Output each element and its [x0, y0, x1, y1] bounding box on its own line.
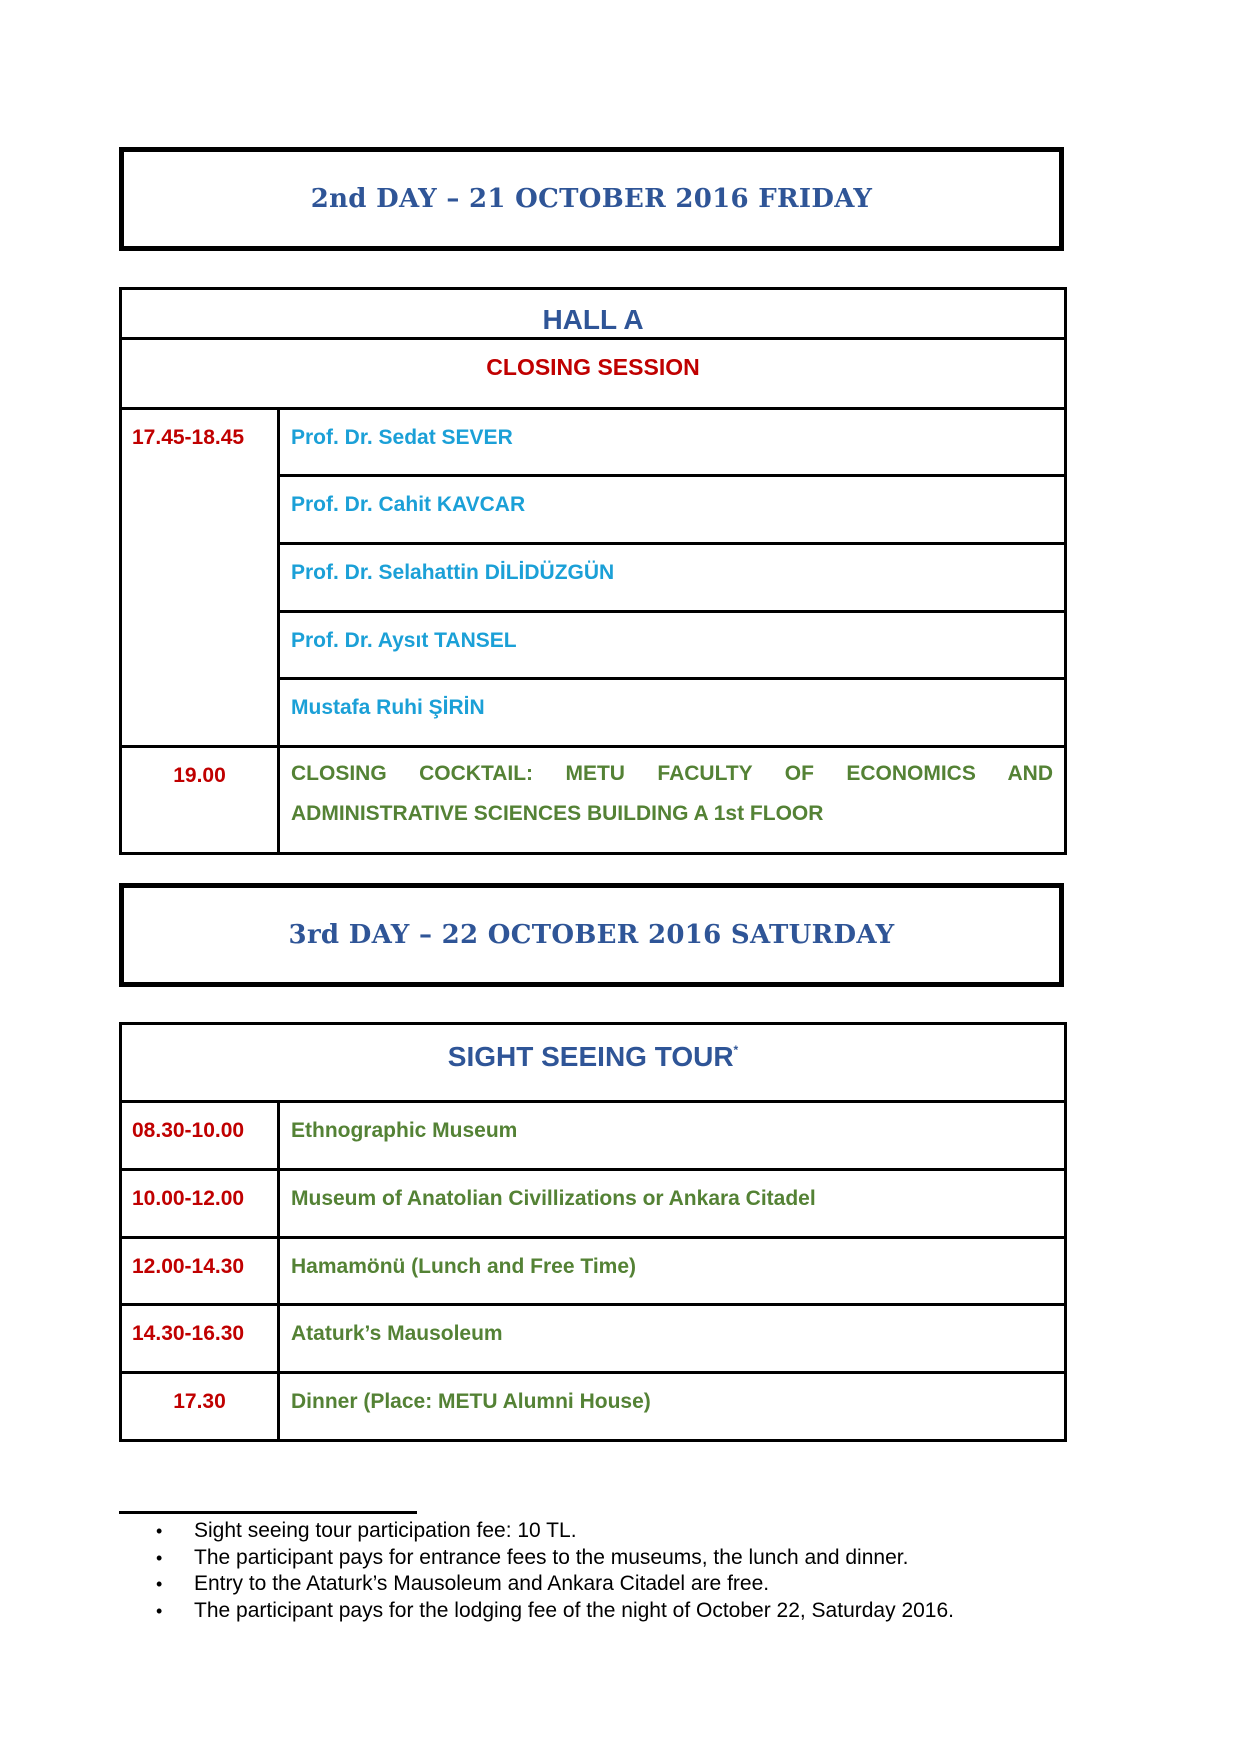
tour-title [121, 1024, 1066, 1102]
footnote-text: Sight seeing tour participation fee: 10 TL. [194, 1519, 577, 1542]
table-row [121, 747, 1066, 854]
speaker-name: Mustafa Ruhi ŞİRİN [279, 679, 1066, 747]
table-row [121, 409, 1066, 476]
bullet-icon: • [156, 1547, 163, 1568]
speaker-name: Prof. Dr. Selahattin DİLİDÜZGÜN [279, 544, 1066, 612]
footnote-item [119, 1545, 1119, 1572]
session-row [121, 339, 1066, 409]
bullet-icon: • [156, 1521, 163, 1541]
table-row [121, 1305, 1066, 1373]
tour-activity: Ataturk’s Mausoleum [279, 1305, 1066, 1373]
table-row [121, 1102, 1066, 1170]
table-row [121, 1170, 1066, 1238]
tour-title-row [121, 1024, 1066, 1102]
tour-time: 10.00-12.00 [121, 1170, 279, 1238]
footnote-text: The participant pays for entrance fees to the museums, the lunch and dinner. [194, 1545, 909, 1569]
hall-title: HALL A [121, 289, 1066, 339]
footnote-text: The participant pays for the lodging fee of the night of October 22, Saturday 2016. [194, 1598, 954, 1622]
footnote-item [119, 1571, 1119, 1598]
day3-title: 3rd DAY – 22 OCTOBER 2016 SATURDAY [288, 920, 895, 950]
day2-schedule-table [119, 287, 1067, 855]
speaker-name: Prof. Dr. Aysıt TANSEL [279, 612, 1066, 679]
footnote-mark: * [733, 1043, 739, 1057]
cocktail-time: 19.00 [121, 747, 279, 854]
footnote-text: Entry to the Ataturk’s Mausoleum and Ankara Citadel are free. [194, 1572, 770, 1595]
day2-header [119, 147, 1064, 251]
day3-header [119, 883, 1064, 987]
footnote-list [119, 1518, 1119, 1624]
speaker-name: Prof. Dr. Cahit KAVCAR [279, 476, 1066, 544]
bullet-icon: • [156, 1600, 163, 1621]
tour-time: 14.30-16.30 [121, 1305, 279, 1373]
session-title: CLOSING SESSION [121, 339, 1066, 409]
day3-tour-table [119, 1022, 1067, 1442]
tour-activity: Ethnographic Museum [279, 1102, 1066, 1170]
day2-title: 2nd DAY – 21 OCTOBER 2016 FRIDAY [310, 184, 873, 214]
tour-time: 12.00-14.30 [121, 1238, 279, 1305]
tour-title-text: SIGHT SEEING TOUR [447, 1041, 734, 1072]
table-row [121, 1373, 1066, 1441]
hall-row [121, 289, 1066, 339]
table-row [121, 1238, 1066, 1305]
bullet-icon: • [156, 1574, 163, 1594]
tour-time: 17.30 [121, 1373, 279, 1441]
tour-activity: Museum of Anatolian Civillizations or Ankara Citadel [279, 1170, 1066, 1238]
tour-activity: Hamamönü (Lunch and Free Time) [279, 1238, 1066, 1305]
tour-activity: Dinner (Place: METU Alumni House) [279, 1373, 1066, 1441]
footnote-separator [119, 1511, 417, 1514]
footnote-item [119, 1518, 1119, 1545]
tour-time: 08.30-10.00 [121, 1102, 279, 1170]
cocktail-description: CLOSING COCKTAIL: METU FACULTY OF ECONOMICS AND ADMINISTRATIVE SCIENCES BUILDING A 1st FLOOR [279, 747, 1066, 854]
speaker-name: Prof. Dr. Sedat SEVER [279, 409, 1066, 476]
session-time: 17.45-18.45 [121, 409, 279, 747]
footnote-item [119, 1598, 1119, 1625]
